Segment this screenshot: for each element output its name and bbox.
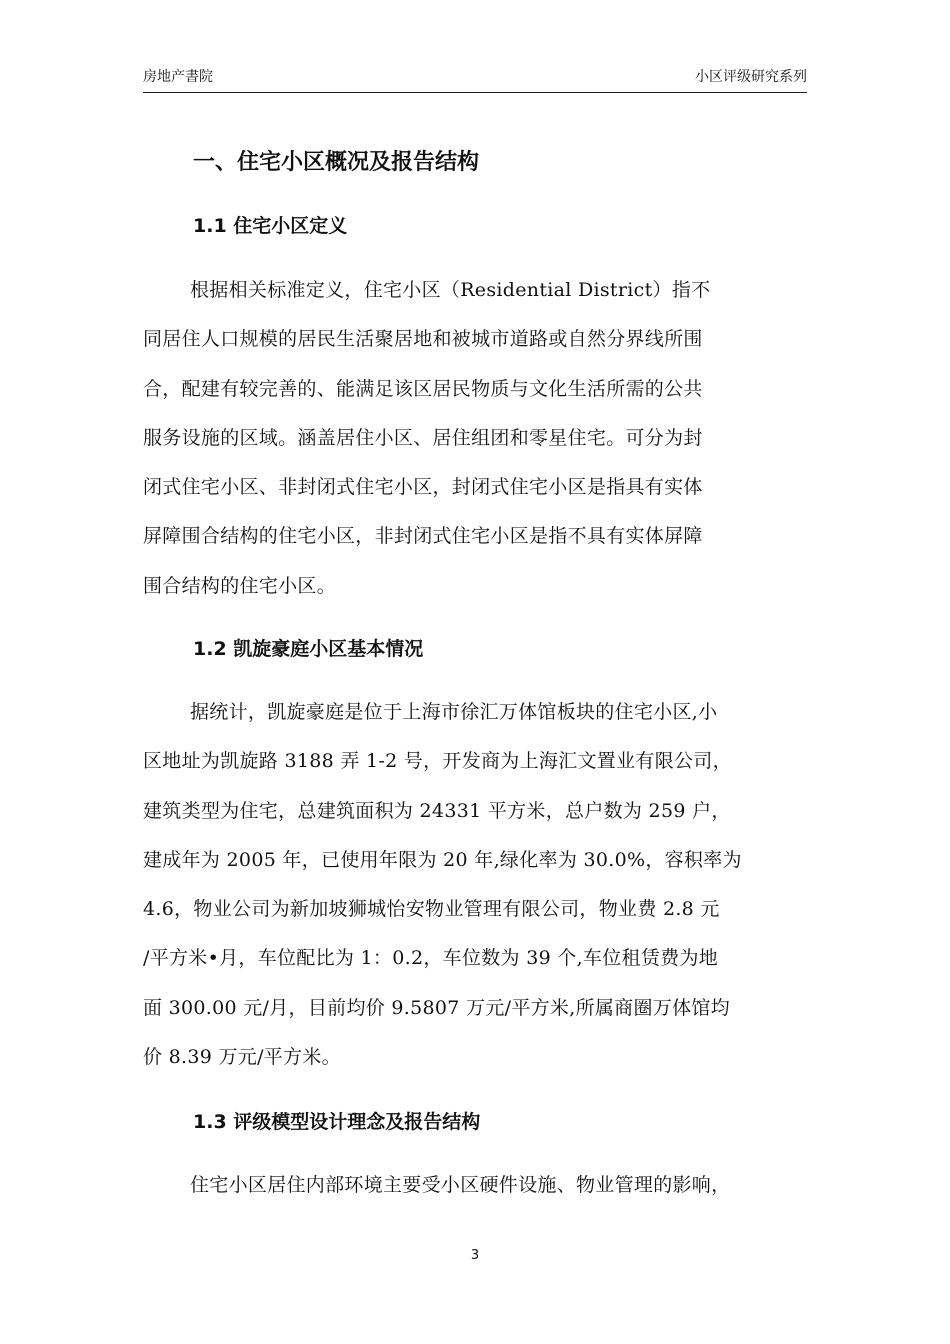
header-publisher: 房地产書院 <box>143 69 213 85</box>
paragraph-model-design <box>143 1171 807 1220</box>
paragraph-line: 屏障围合结构的住宅小区，非封闭式住宅小区是指不具有实体屏障 <box>143 525 703 548</box>
paragraph-line: 服务设施的区域。涵盖居住小区、居住组团和零星住宅。可分为封 <box>143 426 703 449</box>
paragraph-line: 围合结构的住宅小区。 <box>143 574 337 597</box>
paragraph-line: 区地址为凯旋路 3188 弄 1-2 号，开发商为上海汇文置业有限公司， <box>143 750 732 773</box>
paragraph-basic-info <box>143 698 807 1092</box>
paragraph-line: 合，配建有较完善的、能满足该区居民物质与文化生活所需的公共 <box>143 377 703 400</box>
header-series: 小区评级研究系列 <box>695 69 807 85</box>
section-heading-1-1: 1.1 住宅小区定义 <box>193 215 348 237</box>
paragraph-line: 根据相关标准定义，住宅小区（Residential District）指不 <box>190 279 711 301</box>
paragraph-line: 闭式住宅小区、非封闭式住宅小区，封闭式住宅小区是指具有实体 <box>143 476 703 499</box>
paragraph-line: 同居住人口规模的居民生活聚居地和被城市道路或自然分界线所围 <box>143 328 703 351</box>
page-header <box>143 66 807 93</box>
paragraph-line: /平方米•月，车位配比为 1：0.2，车位数为 39 个,车位租赁费为地 <box>143 947 719 970</box>
chapter-title: 一、住宅小区概况及报告结构 <box>193 150 480 175</box>
paragraph-line: 据统计，凯旋豪庭是位于上海市徐汇万体馆板块的住宅小区,小 <box>190 701 718 723</box>
paragraph-line: 建筑类型为住宅，总建筑面积为 24331 平方米，总户数为 259 户， <box>143 799 731 822</box>
paragraph-line: 面 300.00 元/月，目前均价 9.5807 万元/平方米,所属商圈万体馆均 <box>143 996 730 1019</box>
section-heading-1-3: 1.3 评级模型设计理念及报告结构 <box>193 1111 481 1133</box>
paragraph-line: 价 8.39 万元/平方米。 <box>143 1046 341 1069</box>
paragraph-definition <box>143 276 807 621</box>
section-heading-1-2: 1.2 凯旋豪庭小区基本情况 <box>193 638 424 660</box>
page-number: 3 <box>470 1248 480 1263</box>
paragraph-line: 住宅小区居住内部环境主要受小区硬件设施、物业管理的影响， <box>190 1174 731 1196</box>
paragraph-line: 4.6，物业公司为新加坡狮城怡安物业管理有限公司，物业费 2.8 元 <box>143 898 720 921</box>
paragraph-line: 建成年为 2005 年，已使用年限为 20 年,绿化率为 30.0%，容积率为 <box>143 848 742 871</box>
